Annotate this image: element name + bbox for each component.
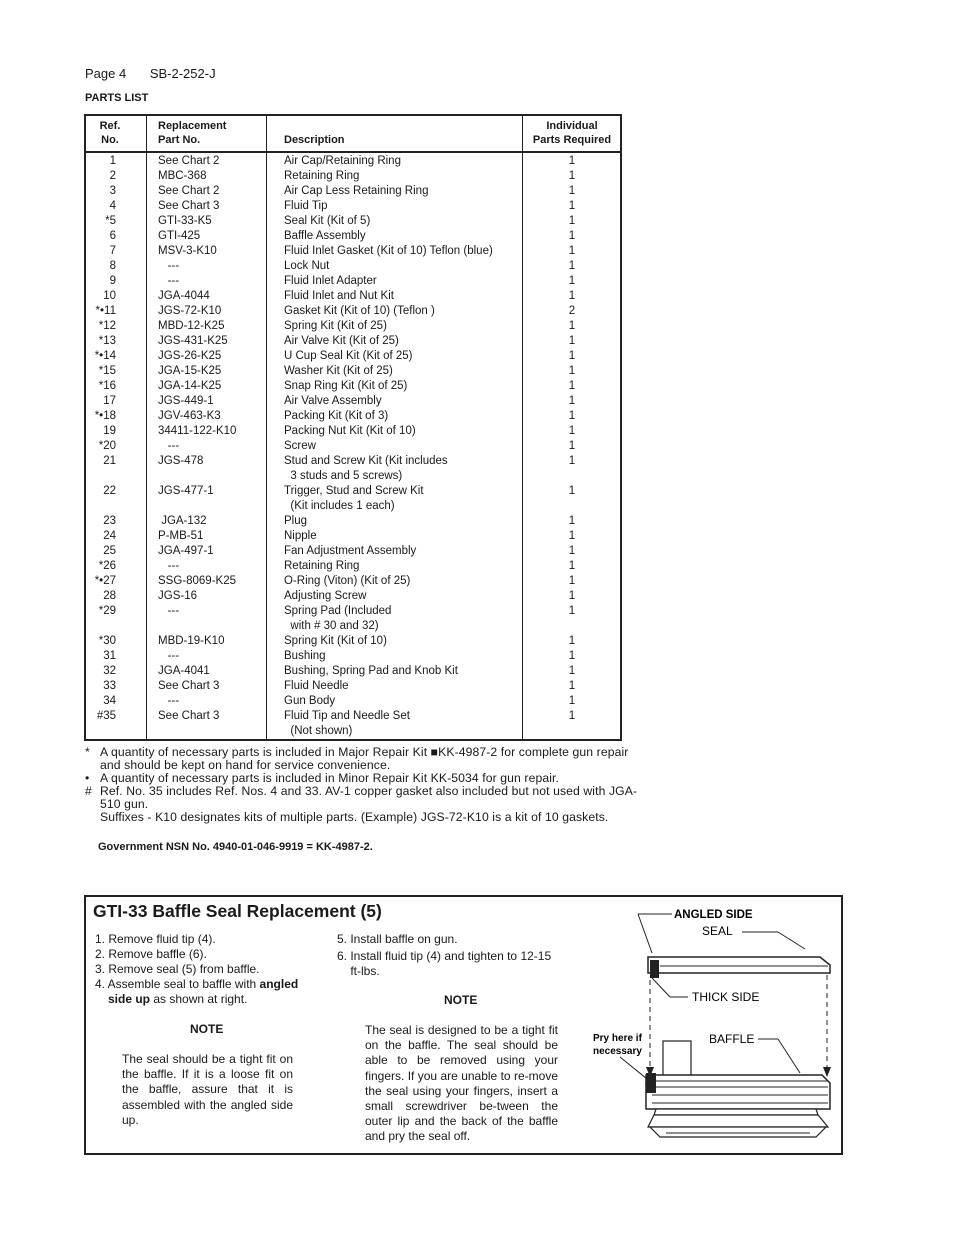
- header-ref-line2: No.: [101, 134, 119, 146]
- description-cell: Fluid Tip and Needle Set (Not shown): [284, 710, 410, 737]
- quantity-cell: 1: [568, 410, 576, 422]
- baffle-flange: [648, 1115, 828, 1127]
- table-row: [86, 199, 620, 214]
- description-cell: Fluid Inlet Adapter: [284, 275, 377, 287]
- ref-cell: 23: [103, 515, 116, 527]
- ref-cell: *26: [98, 560, 116, 572]
- angled-side-label: ANGLED SIDE: [674, 909, 753, 921]
- table-row: [86, 274, 620, 289]
- baffle-seal-edge: [646, 1073, 656, 1093]
- ref-cell: 1: [109, 155, 116, 167]
- step-4-text-2: as shown at right.: [150, 992, 248, 1006]
- ref-cell: 3: [109, 185, 116, 197]
- part-number-cell: See Chart 3: [158, 680, 220, 692]
- table-row: [86, 334, 620, 349]
- parts-list-title: PARTS LIST: [85, 92, 149, 104]
- table-row: [86, 319, 620, 334]
- quantity-cell: 1: [568, 665, 576, 677]
- footnote-ref-35: [85, 785, 645, 811]
- description-cell: U Cup Seal Kit (Kit of 25): [284, 350, 413, 362]
- quantity-cell: 1: [568, 605, 576, 617]
- table-row: [86, 694, 620, 709]
- description-cell: Air Cap Less Retaining Ring: [284, 185, 429, 197]
- header-description: Description: [284, 134, 345, 146]
- description-cell: Nipple: [284, 530, 317, 542]
- note-right-body: The seal is designed to be a tight fit on the baffle. The seal should be able to be removed using your fingers. If you are unable to re-move the seal using your fingers, insert a small screwdriver be-tween the outer lip and the back of the baffle and pry the seal off.: [365, 1023, 558, 1144]
- footnote-text: A quantity of necessary parts is included in Major Repair Kit ■KK-4987-2 for complete gun repair and should be kept on hand for service convenience.: [100, 745, 629, 772]
- table-row: [86, 649, 620, 664]
- page-number: Page 4: [85, 66, 127, 81]
- ref-cell: 8: [109, 260, 116, 272]
- part-number-cell: JGA-4041: [158, 665, 210, 677]
- quantity-cell: 1: [568, 230, 576, 242]
- description-cell: Screw: [284, 440, 316, 452]
- seal-pointer: [778, 932, 805, 949]
- part-number-cell: ---: [158, 560, 180, 572]
- part-number-cell: JGA-14-K25: [158, 380, 222, 392]
- part-number-cell: ---: [158, 650, 180, 662]
- table-row: [86, 379, 620, 394]
- ref-cell: 21: [103, 455, 116, 467]
- baffle-base: [650, 1127, 826, 1137]
- part-number-cell: GTI-425: [158, 230, 201, 242]
- description-cell: Washer Kit (Kit of 25): [284, 365, 393, 377]
- part-number-cell: ---: [158, 275, 180, 287]
- table-row: [86, 559, 620, 574]
- part-number-cell: MBC-368: [158, 170, 207, 182]
- step-2: 2. Remove baffle (6).: [95, 947, 207, 961]
- quantity-cell: 1: [568, 560, 576, 572]
- description-cell: O-Ring (Viton) (Kit of 25): [284, 575, 411, 587]
- table-row: [86, 589, 620, 604]
- ref-cell: 24: [103, 530, 116, 542]
- description-cell: Bushing, Spring Pad and Knob Kit: [284, 665, 458, 677]
- baffle-pointer: [778, 1039, 800, 1073]
- description-cell: Fluid Needle: [284, 680, 349, 692]
- quantity-cell: 1: [568, 395, 576, 407]
- header-qty: [522, 119, 622, 147]
- ref-cell: 4: [109, 200, 116, 212]
- table-row: [86, 349, 620, 364]
- quantity-cell: 1: [568, 695, 576, 707]
- baffle-lip: [654, 1109, 818, 1115]
- quantity-cell: 1: [568, 425, 576, 437]
- footnote-symbol: *: [85, 745, 90, 759]
- table-row: [86, 244, 620, 259]
- ref-cell: *•14: [94, 350, 116, 362]
- step-4-text: 4. Assemble seal to baffle with: [95, 977, 260, 991]
- header-ref: [86, 119, 134, 147]
- quantity-cell: 1: [568, 335, 576, 347]
- table-row: [86, 259, 620, 274]
- header-qty-line1: Individual: [546, 120, 598, 132]
- ref-cell: *12: [98, 320, 116, 332]
- part-number-cell: SSG-8069-K25: [158, 575, 236, 587]
- part-number-cell: See Chart 3: [158, 200, 220, 212]
- ref-cell: 10: [103, 290, 116, 302]
- table-row: [86, 154, 620, 169]
- description-cell: Packing Kit (Kit of 3): [284, 410, 389, 422]
- description-cell: Air Cap/Retaining Ring: [284, 155, 401, 167]
- quantity-cell: 1: [568, 545, 576, 557]
- table-row: [86, 169, 620, 184]
- part-number-cell: MBD-12-K25: [158, 320, 225, 332]
- note-left-body: The seal should be a tight fit on the baffle. If it is a loose fit on the baffle, assure that it is assembled with the angled side up.: [122, 1052, 293, 1127]
- table-row: [86, 484, 620, 514]
- part-number-cell: P-MB-51: [158, 530, 204, 542]
- steps-right: [337, 932, 597, 979]
- baffle-seal-diagram: [590, 905, 840, 1150]
- table-row: [86, 424, 620, 439]
- part-number-cell: JGS-477-1: [158, 485, 214, 497]
- description-cell: Bushing: [284, 650, 326, 662]
- quantity-cell: 1: [568, 185, 576, 197]
- footnote-symbol: •: [85, 771, 90, 785]
- quantity-cell: 1: [568, 215, 576, 227]
- ref-cell: 34: [103, 695, 116, 707]
- step-4-bold: angled: [259, 977, 299, 991]
- description-cell: Plug: [284, 515, 308, 527]
- table-row: [86, 664, 620, 679]
- header-part-line2: Part No.: [158, 134, 201, 146]
- quantity-cell: 1: [568, 710, 576, 722]
- quantity-cell: 1: [568, 530, 576, 542]
- part-number-cell: MBD-19-K10: [158, 635, 225, 647]
- ref-cell: 25: [103, 545, 116, 557]
- ref-cell: 9: [109, 275, 116, 287]
- table-row: [86, 514, 620, 529]
- description-cell: Fan Adjustment Assembly: [284, 545, 417, 557]
- step-3: 3. Remove seal (5) from baffle.: [95, 962, 260, 976]
- table-row: [86, 304, 620, 319]
- header-divider: [86, 151, 620, 153]
- footnote-symbol: #: [85, 784, 92, 798]
- part-number-cell: ---: [158, 695, 180, 707]
- ref-cell: *•18: [94, 410, 116, 422]
- table-row: [86, 184, 620, 199]
- quantity-cell: 1: [568, 170, 576, 182]
- seal-shape: [648, 957, 830, 973]
- quantity-cell: 2: [568, 305, 576, 317]
- table-row: [86, 709, 620, 739]
- header-part-line1: Replacement: [158, 120, 227, 132]
- part-number-cell: JGS-431-K25: [158, 335, 228, 347]
- arrow-right: [823, 1067, 831, 1077]
- step-4-bold-2: side up: [108, 992, 151, 1006]
- ref-cell: 32: [103, 665, 116, 677]
- description-cell: Baffle Assembly: [284, 230, 366, 242]
- step-5: 5. Install baffle on gun.: [337, 932, 458, 946]
- part-number-cell: MSV-3-K10: [158, 245, 217, 257]
- header-part: [158, 119, 226, 147]
- document-id: SB-2-252-J: [149, 66, 216, 81]
- step-4: [95, 977, 335, 992]
- ref-cell: *•11: [95, 305, 116, 317]
- ref-cell: 2: [109, 170, 116, 182]
- ref-cell: *13: [98, 335, 116, 347]
- nsn-note: Government NSN No. 4940-01-046-9919 = KK-4987-2.: [98, 841, 373, 853]
- description-cell: Spring Pad (Included with # 30 and 32): [284, 605, 392, 632]
- ref-cell: 19: [103, 425, 116, 437]
- description-cell: Stud and Screw Kit (Kit includes 3 studs and 5 screws): [284, 455, 448, 482]
- part-number-cell: ---: [158, 440, 180, 452]
- table-row: [86, 604, 620, 634]
- step-6-cont: ft-lbs.: [337, 964, 380, 978]
- part-number-cell: JGA-4044: [158, 290, 210, 302]
- table-row: [86, 394, 620, 409]
- steps-left: [95, 932, 335, 1007]
- quantity-cell: 1: [568, 155, 576, 167]
- quantity-cell: 1: [568, 590, 576, 602]
- baffle-post: [663, 1041, 691, 1076]
- ref-cell: 33: [103, 680, 116, 692]
- thick-side-pointer: [652, 978, 670, 997]
- quantity-cell: 1: [568, 290, 576, 302]
- pry-label-1: Pry here if: [593, 1033, 642, 1044]
- quantity-cell: 1: [568, 365, 576, 377]
- quantity-cell: 1: [568, 680, 576, 692]
- quantity-cell: 1: [568, 260, 576, 272]
- table-row: [86, 439, 620, 454]
- description-cell: Spring Kit (Kit of 25): [284, 320, 387, 332]
- table-row: [86, 289, 620, 304]
- pry-label-2: necessary: [593, 1046, 642, 1057]
- part-number-cell: 34411-122-K10: [158, 425, 237, 437]
- table-row: [86, 529, 620, 544]
- description-cell: Packing Nut Kit (Kit of 10): [284, 425, 416, 437]
- ref-cell: #35: [96, 710, 116, 722]
- part-number-cell: JGV-463-K3: [158, 410, 221, 422]
- page-header: [85, 66, 216, 81]
- ref-cell: *15: [98, 365, 116, 377]
- ref-cell: *16: [98, 380, 116, 392]
- quantity-cell: 1: [568, 275, 576, 287]
- description-cell: Gasket Kit (Kit of 10) (Teflon ): [284, 305, 435, 317]
- part-number-cell: See Chart 2: [158, 185, 220, 197]
- quantity-cell: 1: [568, 440, 576, 452]
- baffle-ring: [646, 1075, 830, 1109]
- table-row: [86, 214, 620, 229]
- baffle-section-title: GTI-33 Baffle Seal Replacement (5): [93, 901, 382, 921]
- parts-table-body: [86, 154, 620, 739]
- ref-cell: 22: [103, 485, 116, 497]
- seal-label: SEAL: [702, 924, 733, 938]
- description-cell: Fluid Tip: [284, 200, 328, 212]
- part-number-cell: JGS-449-1: [158, 395, 214, 407]
- part-number-cell: JGS-72-K10: [158, 305, 222, 317]
- ref-cell: 31: [103, 650, 116, 662]
- quantity-cell: 1: [568, 650, 576, 662]
- quantity-cell: 1: [568, 200, 576, 212]
- part-number-cell: GTI-33-K5: [158, 215, 212, 227]
- part-number-cell: JGS-16: [158, 590, 197, 602]
- part-number-cell: See Chart 3: [158, 710, 220, 722]
- ref-cell: *5: [105, 215, 116, 227]
- footnote-text: Ref. No. 35 includes Ref. Nos. 4 and 33. AV-1 copper gasket also included but not used with JGA-510 gun.: [100, 784, 638, 811]
- quantity-cell: 1: [568, 635, 576, 647]
- header-qty-line2: Parts Required: [532, 134, 612, 146]
- part-number-cell: JGS-478: [158, 455, 204, 467]
- parts-table: [84, 114, 622, 741]
- description-cell: Air Valve Assembly: [284, 395, 382, 407]
- step-6: 6. Install fluid tip (4) and tighten to 12-15: [337, 949, 552, 963]
- quantity-cell: 1: [568, 320, 576, 332]
- part-number-cell: ---: [158, 260, 180, 272]
- quantity-cell: 1: [568, 350, 576, 362]
- footnote-text: Suffixes - K10 designates kits of multiple parts. (Example) JGS-72-K10 is a kit of 10 gaskets.: [100, 810, 609, 824]
- part-number-cell: JGA-15-K25: [158, 365, 222, 377]
- ref-cell: *•27: [94, 575, 116, 587]
- description-cell: Air Valve Kit (Kit of 25): [284, 335, 399, 347]
- description-cell: Spring Kit (Kit of 10): [284, 635, 387, 647]
- description-cell: Adjusting Screw: [284, 590, 367, 602]
- description-cell: Retaining Ring: [284, 170, 360, 182]
- ref-cell: 28: [103, 590, 116, 602]
- ref-cell: *30: [98, 635, 116, 647]
- table-row: [86, 679, 620, 694]
- footnotes: [85, 746, 645, 824]
- part-number-cell: JGA-132: [158, 515, 207, 527]
- description-cell: Trigger, Stud and Screw Kit (Kit includes 1 each): [284, 485, 424, 512]
- note-left-heading: NOTE: [190, 1022, 224, 1036]
- note-right-heading: NOTE: [444, 993, 478, 1007]
- table-row: [86, 454, 620, 484]
- table-row: [86, 634, 620, 649]
- description-cell: Snap Ring Kit (Kit of 25): [284, 380, 408, 392]
- footnote-suffixes: [85, 811, 645, 824]
- ref-cell: 17: [103, 395, 116, 407]
- part-number-cell: See Chart 2: [158, 155, 220, 167]
- footnote-major-kit: [85, 746, 645, 772]
- angled-side-pointer: [638, 914, 652, 953]
- table-row: [86, 574, 620, 589]
- step-1: 1. Remove fluid tip (4).: [95, 932, 216, 946]
- part-number-cell: JGS-26-K25: [158, 350, 222, 362]
- part-number-cell: ---: [158, 605, 180, 617]
- thick-side-label: THICK SIDE: [692, 990, 760, 1004]
- header-ref-line1: Ref.: [99, 120, 121, 132]
- quantity-cell: 1: [568, 515, 576, 527]
- quantity-cell: 1: [568, 380, 576, 392]
- description-cell: Seal Kit (Kit of 5): [284, 215, 371, 227]
- description-cell: Lock Nut: [284, 260, 330, 272]
- ref-cell: 6: [109, 230, 116, 242]
- footnote-text: A quantity of necessary parts is included in Minor Repair Kit KK-5034 for gun repair.: [100, 771, 559, 785]
- description-cell: Retaining Ring: [284, 560, 360, 572]
- description-cell: Fluid Inlet Gasket (Kit of 10) Teflon (blue): [284, 245, 493, 257]
- table-row: [86, 544, 620, 559]
- table-row: [86, 364, 620, 379]
- ref-cell: *29: [98, 605, 116, 617]
- ref-cell: 7: [109, 245, 116, 257]
- seal-thick-edge: [650, 960, 659, 978]
- step-4-cont: [95, 992, 335, 1007]
- quantity-cell: 1: [568, 245, 576, 257]
- table-row: [86, 229, 620, 244]
- table-row: [86, 409, 620, 424]
- quantity-cell: 1: [568, 485, 576, 497]
- quantity-cell: 1: [568, 455, 576, 467]
- quantity-cell: 1: [568, 575, 576, 587]
- baffle-label: BAFFLE: [709, 1032, 755, 1046]
- description-cell: Gun Body: [284, 695, 336, 707]
- part-number-cell: JGA-497-1: [158, 545, 214, 557]
- description-cell: Fluid Inlet and Nut Kit: [284, 290, 394, 302]
- ref-cell: *20: [98, 440, 116, 452]
